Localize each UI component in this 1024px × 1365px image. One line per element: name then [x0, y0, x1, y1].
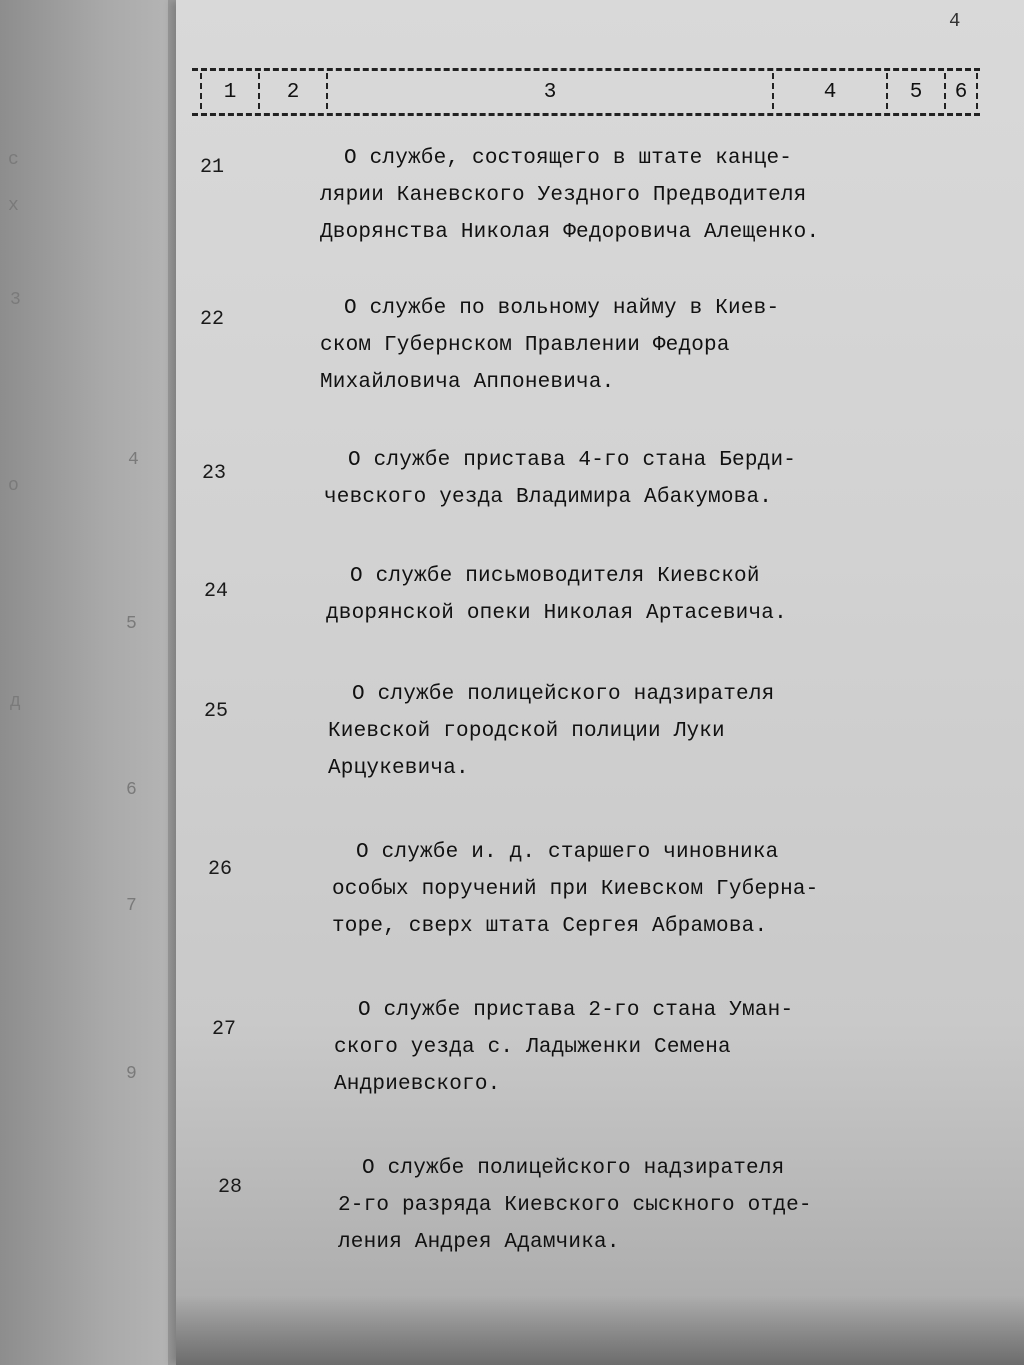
entry-line: О службе полицейского надзирателя [352, 683, 775, 706]
column-header-1: 1 [223, 80, 237, 104]
entry-line: ском Губернском Правлении Федора [320, 334, 730, 357]
entry-line: О службе полицейского надзирателя [362, 1157, 785, 1180]
entry-number: 25 [204, 700, 229, 723]
entry-text [332, 834, 819, 945]
entry-text [328, 676, 798, 787]
entry-line: Киевской городской полиции Луки [328, 720, 725, 743]
entry-line: Михайловича Аппоневича. [320, 371, 615, 394]
entry-line: О службе пристава 2-го стана Уман- [358, 999, 794, 1022]
page-number: 4 [949, 10, 961, 32]
entry-text [320, 290, 790, 401]
entry-line: 2-го разряда Киевского сыскного отде- [338, 1194, 812, 1217]
entry-line: чевского уезда Владимира Абакумова. [324, 486, 773, 509]
entry-number: 28 [218, 1176, 243, 1199]
column-header-4: 4 [823, 80, 837, 104]
column-separator [976, 73, 978, 109]
entry-line: дворянской опеки Николая Артасевича. [326, 602, 787, 625]
entry-number: 26 [208, 858, 233, 881]
column-header-table [192, 68, 980, 116]
entry-line: О службе по вольному найму в Киев- [344, 297, 780, 320]
entry-number: 27 [212, 1018, 237, 1041]
entry-number: 23 [202, 462, 227, 485]
entry-number: 22 [200, 308, 225, 331]
entry-line: Арцукевича. [328, 757, 469, 780]
entry-text [326, 558, 796, 632]
bottom-edge-shadow [176, 1295, 1024, 1365]
entry-line: О службе пристава 4-го стана Берди- [348, 449, 797, 472]
entry-line: ления Андрея Адамчика. [338, 1231, 620, 1254]
entry-line: О службе и. д. старшего чиновника [356, 841, 779, 864]
column-header-5: 5 [909, 80, 923, 104]
entry-line: О службе письмоводителя Киевской [350, 565, 760, 588]
entry-text [324, 442, 797, 516]
column-header-2: 2 [286, 80, 300, 104]
entry-line: торе, сверх штата Сергея Абрамова. [332, 915, 768, 938]
entry-number: 21 [200, 156, 225, 179]
entry-line: Дворянства Николая Федоровича Алещенко. [320, 221, 820, 244]
entry-line: О службе, состоящего в штате канце- [344, 147, 793, 170]
entry-number: 24 [204, 580, 229, 603]
previous-page-edge: с х 3 о д 4 5 6 7 9 [0, 0, 190, 1365]
entry-text [338, 1150, 812, 1261]
entry-line: особых поручений при Киевском Губерна- [332, 878, 819, 901]
entry-line: Андриевского. [334, 1073, 501, 1096]
column-header-6: 6 [954, 80, 968, 104]
entry-line: лярии Каневского Уездного Предводителя [320, 184, 807, 207]
column-header-3: 3 [543, 80, 557, 104]
entry-text [320, 140, 820, 251]
entry-text [334, 992, 804, 1103]
document-page [176, 0, 1024, 1365]
entry-line: ского уезда с. Ладыженки Семена [334, 1036, 731, 1059]
